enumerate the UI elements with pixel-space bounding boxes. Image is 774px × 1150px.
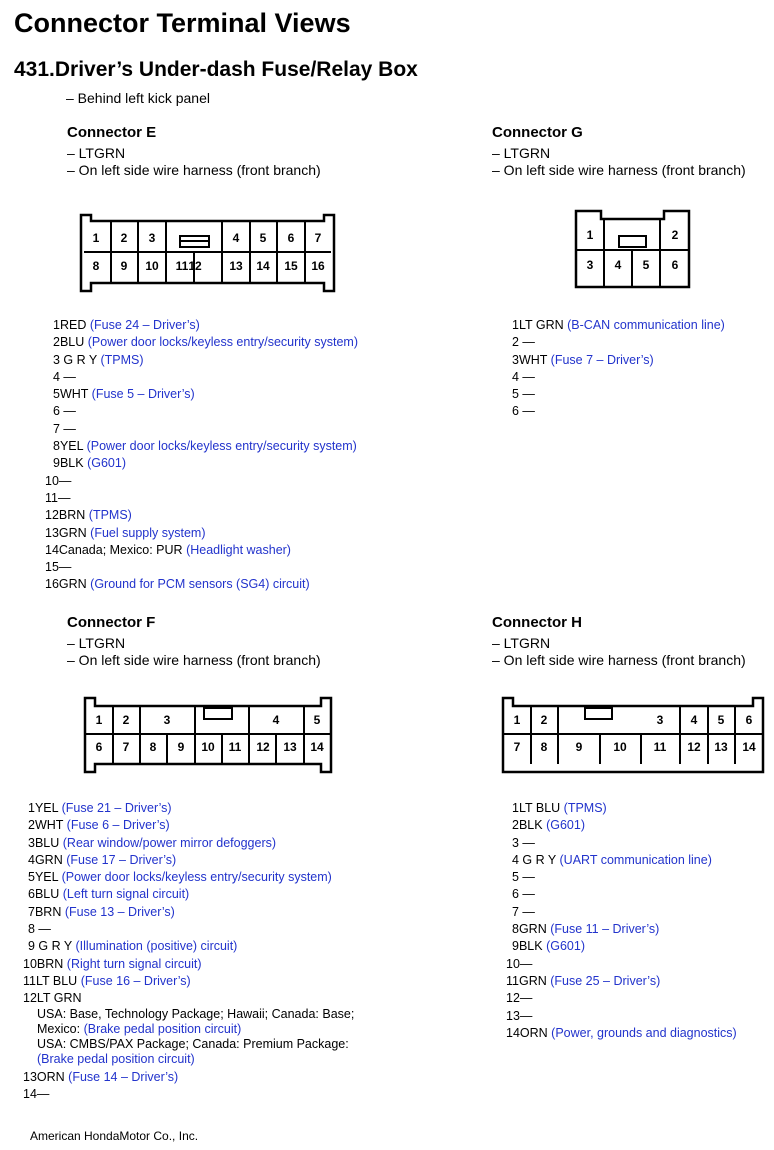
terminal-label: 8 (540, 740, 548, 754)
terminal-label: 10 (613, 740, 627, 754)
pin-function: (TPMS) (100, 352, 144, 367)
connector-f-harness: – On left side wire harness (front branch) (67, 652, 321, 668)
terminal-label: 15 (284, 259, 298, 273)
connector-h-diagram (501, 696, 766, 776)
pin-row (45, 525, 358, 542)
pin-wire: 16GRN (45, 577, 87, 592)
pin-wire: 1LT BLU (512, 801, 561, 815)
pin-row (506, 817, 737, 834)
pin-row (23, 956, 354, 973)
pin-row (506, 1008, 737, 1025)
connector-e-header (67, 124, 321, 179)
pin-row (23, 904, 354, 921)
pin-wire: 8YEL (53, 439, 84, 454)
section-title: 431.Driver’s Under-dash Fuse/Relay Box (14, 58, 418, 81)
terminal-label: 4 (272, 713, 280, 727)
pin-wire: 5WHT (53, 387, 89, 402)
pin-row (23, 938, 354, 955)
pin-row (23, 1069, 354, 1086)
pin-function: (Rear window/power mirror defoggers) (62, 835, 277, 850)
pin-variant-market: Mexico: (37, 1021, 81, 1036)
pin-row (512, 352, 725, 369)
terminal-label: 1 (513, 713, 521, 727)
pin-function: (Fuse 25 – Driver’s) (550, 973, 661, 988)
connector-h-pin-list (506, 800, 737, 1042)
pin-wire: 6BLU (28, 887, 60, 902)
pin-row (45, 386, 358, 403)
terminal-label: 9 (120, 259, 128, 273)
pin-wire: 9BLK (512, 939, 543, 954)
terminal-label: 6 (671, 258, 679, 272)
pin-wire: 6 — (53, 404, 76, 419)
pin-function: (Ground for PCM sensors (SG4) circuit) (90, 577, 310, 592)
terminal-label: 8 (149, 740, 157, 754)
terminal-label: 5 (642, 258, 650, 272)
connector-e-harness: – On left side wire harness (front branch) (67, 162, 321, 178)
pin-wire: 11LT BLU (23, 973, 78, 988)
pin-row (45, 421, 358, 438)
pin-wire: 4 G R Y (512, 852, 557, 867)
pin-wire: 1LT GRN (512, 318, 564, 332)
pin-row (506, 886, 737, 903)
pin-function: (UART communication line) (559, 852, 712, 867)
pin-variant: USA: CMBS/PAX Package; Canada: Premium Package: (37, 1037, 349, 1052)
connector-h-color: – LTGRN (492, 635, 551, 651)
pin-wire: 12— (506, 991, 533, 1006)
pin-wire: 10— (45, 473, 72, 488)
pin-wire: 9BLK (53, 456, 84, 471)
connector-h-harness: – On left side wire harness (front branch) (492, 652, 746, 668)
pin-row (506, 835, 737, 852)
pin-row (45, 369, 358, 386)
terminal-label: 12 (687, 740, 701, 754)
pin-wire: 3BLU (28, 835, 60, 850)
pin-row (45, 403, 358, 420)
pin-function: (Power door locks/keyless entry/security system) (87, 335, 358, 350)
terminal-label: 5 (717, 713, 725, 727)
terminal-label: 2 (120, 231, 128, 245)
pin-wire: 3 — (512, 835, 535, 850)
pin-wire: 7 — (53, 421, 76, 436)
terminal-label: 3 (148, 231, 156, 245)
pin-function: (G601) (87, 456, 126, 471)
pin-function: (Left turn signal circuit) (62, 887, 190, 902)
terminal-label: 6 (745, 713, 753, 727)
pin-row (45, 542, 358, 559)
pin-function: (Fuse 21 – Driver’s) (61, 801, 172, 815)
pin-wire: 3 G R Y (53, 352, 98, 367)
connector-g-diagram (574, 209, 694, 291)
connector-g-harness: – On left side wire harness (front branch) (492, 162, 746, 178)
pin-row (45, 507, 358, 524)
terminal-label: 13 (283, 740, 297, 754)
terminal-label: 7 (122, 740, 130, 754)
pin-wire: 2WHT (28, 818, 64, 833)
pin-function: (Fuse 16 – Driver’s) (80, 973, 191, 988)
pin-row (23, 852, 354, 869)
location-note: – Behind left kick panel (66, 90, 210, 106)
pin-wire: 12LT GRN (23, 991, 82, 1006)
terminal-label: 9 (177, 740, 185, 754)
pin-function: (Fuse 13 – Driver’s) (64, 904, 175, 919)
pin-function: (Fuse 14 – Driver’s) (68, 1069, 179, 1084)
pin-wire: 10BRN (23, 956, 64, 971)
pin-row (23, 886, 354, 903)
terminal-label: 9 (575, 740, 583, 754)
pin-row (45, 576, 358, 593)
pin-row (23, 869, 354, 886)
terminal-label: 14 (742, 740, 756, 754)
terminal-label: 10 (201, 740, 215, 754)
pin-function: (TPMS) (88, 508, 132, 523)
pin-row (23, 921, 354, 938)
terminal-label: 10 (145, 259, 159, 273)
terminal-label: 11 (175, 259, 189, 273)
terminal-label: 5 (313, 713, 321, 727)
connector-e-diagram (79, 212, 337, 294)
connector-g-title: Connector G (492, 124, 583, 141)
pin-row (506, 921, 737, 938)
terminal-label: 11 (653, 740, 667, 754)
pin-row (45, 334, 358, 351)
pin-function: (Power, grounds and diagnostics) (551, 1025, 737, 1040)
terminal-label: 4 (614, 258, 622, 272)
pin-row (512, 403, 725, 420)
connector-e-title: Connector E (67, 124, 157, 141)
terminal-label: 13 (714, 740, 728, 754)
pin-row (512, 334, 725, 351)
connector-g-pin-list (512, 317, 725, 421)
pin-wire: 1YEL (28, 801, 59, 815)
terminal-label: 4 (690, 713, 698, 727)
connector-e-color: – LTGRN (67, 145, 126, 161)
terminal-label: 2 (122, 713, 130, 727)
pin-row (506, 938, 737, 955)
terminal-label: 2 (671, 228, 679, 242)
pin-wire: 3WHT (512, 352, 548, 367)
pin-variant: USA: Base, Technology Package; Hawaii; Canada: Base; (37, 1006, 355, 1021)
page-title: Connector Terminal Views (14, 8, 351, 38)
pin-wire: 14Canada; Mexico: PUR (45, 542, 183, 557)
pin-function: (Right turn signal circuit) (66, 956, 202, 971)
pin-row (45, 490, 358, 507)
pin-wire: 4 — (512, 369, 535, 384)
pin-wire: 2BLU (53, 335, 85, 350)
pin-wire: 9 G R Y (28, 939, 73, 954)
pin-row (45, 455, 358, 472)
terminal-label: 16 (311, 259, 325, 273)
terminal-label: 7 (314, 231, 322, 245)
pin-row (512, 386, 725, 403)
pin-row (45, 559, 358, 576)
pin-row (23, 1086, 354, 1103)
terminal-label: 12 (188, 259, 202, 273)
terminal-label: 2 (540, 713, 548, 727)
connector-g-color: – LTGRN (492, 145, 551, 161)
pin-wire: 6 — (512, 404, 535, 419)
pin-wire: 6 — (512, 887, 535, 902)
pin-wire: 2 — (512, 335, 535, 350)
pin-function: (Power door locks/keyless entry/security system) (86, 439, 357, 454)
pin-wire: 4GRN (28, 852, 63, 867)
terminal-label: 13 (229, 259, 243, 273)
pin-function: (Fuse 17 – Driver’s) (66, 852, 177, 867)
connector-f-color: – LTGRN (67, 635, 126, 651)
terminal-label: 1 (95, 713, 103, 727)
pin-row (506, 973, 737, 990)
terminal-label: 6 (95, 740, 103, 754)
terminal-label: 1 (586, 228, 594, 242)
pin-function: (Fuel supply system) (90, 525, 206, 540)
pin-row (45, 317, 358, 334)
pin-function: (Brake pedal position circuit) (37, 1052, 195, 1067)
pin-row (506, 1025, 737, 1042)
pin-wire: 15— (45, 560, 72, 575)
terminal-label: 7 (513, 740, 521, 754)
pin-wire: 5 — (512, 387, 535, 402)
connector-g-header (492, 124, 746, 179)
pin-row (506, 869, 737, 886)
pin-wire: 2BLK (512, 818, 543, 833)
pin-function: (TPMS) (563, 801, 607, 815)
pin-function: (Fuse 11 – Driver’s) (550, 922, 660, 937)
pin-function: (Fuse 7 – Driver’s) (550, 352, 654, 367)
pin-function: (Fuse 5 – Driver’s) (91, 387, 195, 402)
pin-wire: 5YEL (28, 870, 59, 885)
pin-row (506, 990, 737, 1007)
terminal-label: 3 (586, 258, 594, 272)
pin-row (506, 800, 737, 817)
connector-f-header (67, 614, 321, 669)
pin-wire: 10— (506, 956, 533, 971)
pin-wire: 14ORN (506, 1025, 548, 1040)
pin-wire: 13ORN (23, 1069, 65, 1084)
terminal-label: 11 (228, 740, 242, 754)
pin-function: (Fuse 24 – Driver’s) (89, 318, 200, 332)
pin-wire: 14— (23, 1087, 50, 1102)
pin-row (506, 904, 737, 921)
pin-function: (Illumination (positive) circuit) (75, 939, 238, 954)
pin-row (23, 973, 354, 990)
connector-f-title: Connector F (67, 614, 156, 631)
footer-copyright: American HondaMotor Co., Inc. (30, 1129, 199, 1143)
connector-h-title: Connector H (492, 614, 582, 631)
pin-wire: 7BRN (28, 904, 62, 919)
pin-function: (G601) (546, 818, 585, 833)
terminal-label: 1 (92, 231, 100, 245)
pin-row (45, 352, 358, 369)
pin-row (23, 800, 354, 817)
pin-wire: 4 — (53, 369, 76, 384)
terminal-label: 3 (656, 713, 664, 727)
pin-wire: 8 — (28, 922, 51, 937)
pin-function: (G601) (546, 939, 585, 954)
pin-wire: 7 — (512, 904, 535, 919)
pin-wire: 5 — (512, 870, 535, 885)
pin-row (23, 817, 354, 834)
pin-row (23, 835, 354, 852)
terminal-label: 12 (256, 740, 270, 754)
terminal-label: 8 (92, 259, 100, 273)
terminal-label: 3 (163, 713, 171, 727)
pin-row (506, 956, 737, 973)
pin-row (512, 369, 725, 386)
pin-row (45, 438, 358, 455)
pin-row (506, 852, 737, 869)
pin-function: (Brake pedal position circuit) (83, 1021, 242, 1036)
pin-function: (Power door locks/keyless entry/security system) (61, 870, 332, 885)
connector-h-header (492, 614, 746, 669)
terminal-label: 5 (259, 231, 267, 245)
pin-function: (B-CAN communication line) (567, 318, 725, 332)
terminal-label: 14 (256, 259, 270, 273)
pin-wire: 8GRN (512, 922, 547, 937)
pin-wire: 11— (45, 490, 71, 505)
pin-wire: 13— (506, 1008, 533, 1023)
pin-function: (Headlight washer) (186, 542, 291, 557)
pin-row (45, 473, 358, 490)
connector-f-pin-list (23, 800, 354, 1103)
terminal-label: 6 (287, 231, 295, 245)
pin-row (512, 317, 725, 334)
terminal-label: 4 (232, 231, 240, 245)
pin-wire: 11GRN (506, 973, 547, 988)
pin-wire: 13GRN (45, 525, 87, 540)
pin-function: (Fuse 6 – Driver’s) (66, 818, 170, 833)
pin-wire: 1RED (53, 318, 87, 332)
terminal-label: 14 (310, 740, 324, 754)
connector-f-diagram (83, 696, 335, 776)
connector-e-pin-list (45, 317, 358, 594)
pin-wire: 12BRN (45, 508, 86, 523)
